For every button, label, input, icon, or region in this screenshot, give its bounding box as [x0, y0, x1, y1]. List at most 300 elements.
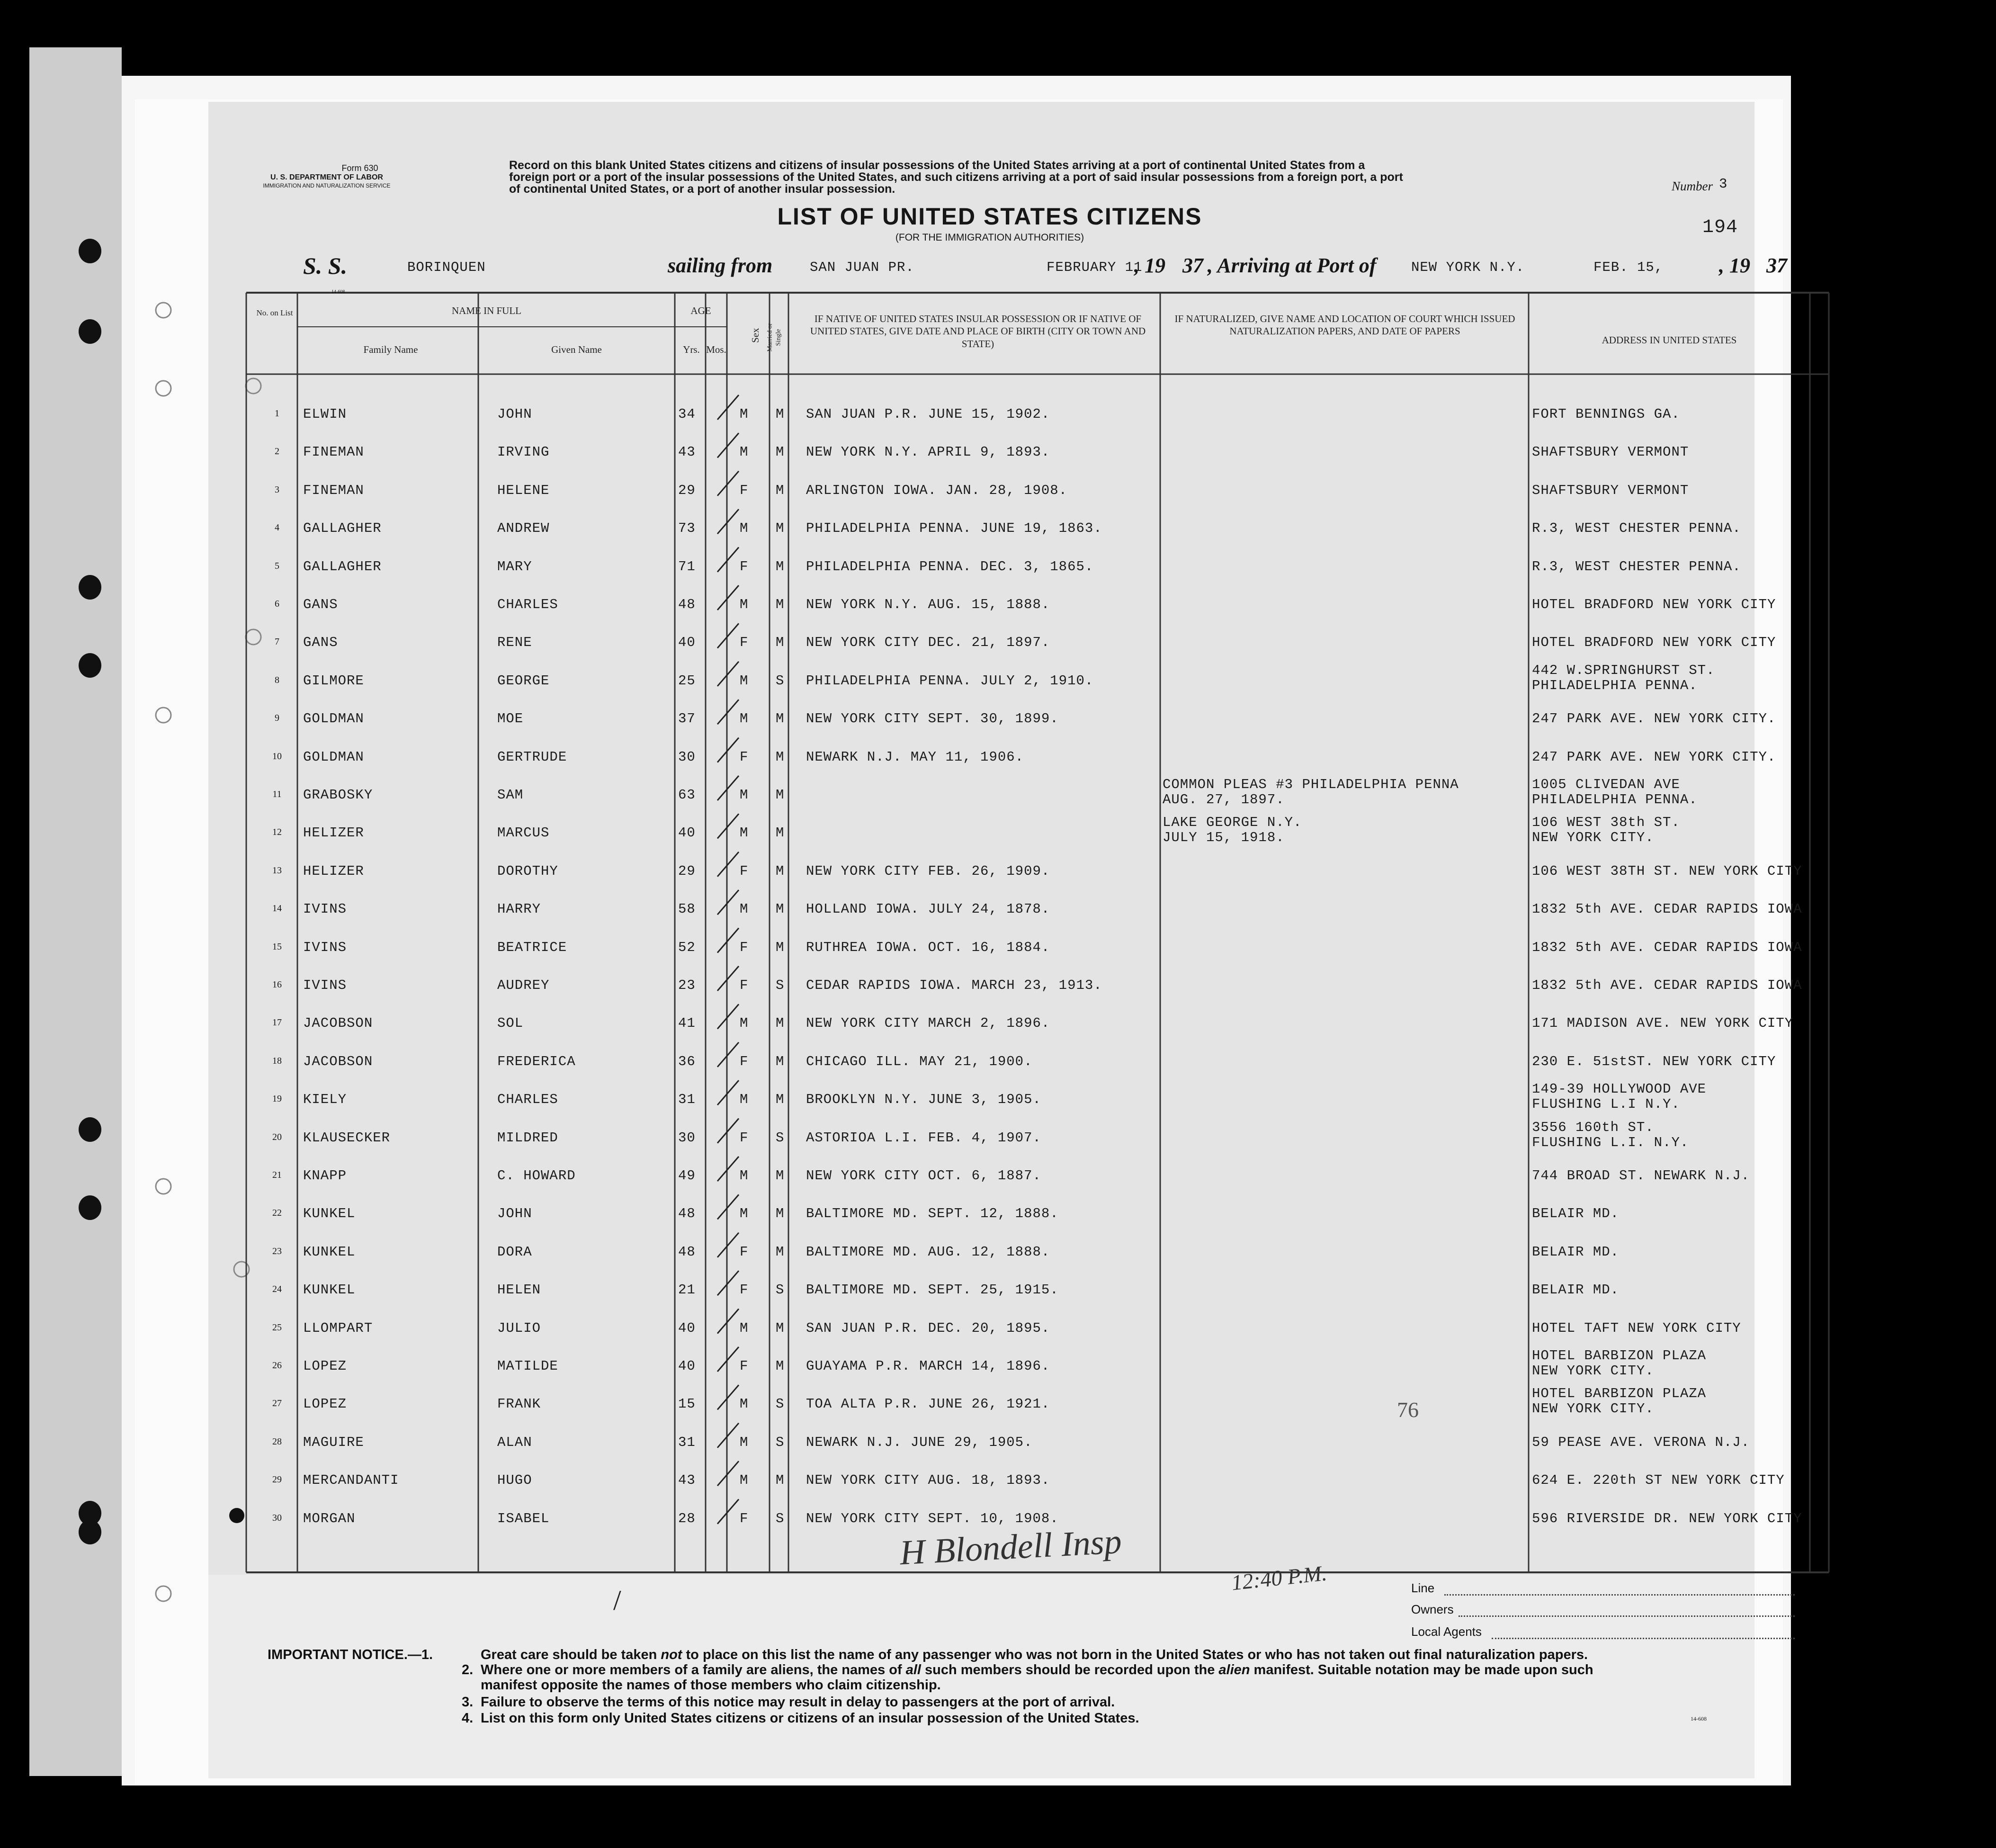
depart-year-prefix: , 19 [1134, 254, 1165, 277]
cell-yrs: 31 [678, 1434, 696, 1450]
col-no: No. on List [256, 308, 293, 317]
cell-sex: M [740, 711, 749, 727]
cell-family: GOLDMAN [303, 711, 364, 727]
col-birth: IF NATIVE OF UNITED STATES INSULAR POSSESSION OR IF NATIVE OF UNITED STATES, GIVE DATE AND PLACE OF BIRTH (CITY OR TOWN AND STATE) [810, 313, 1146, 350]
cell-family: ELWIN [303, 406, 347, 422]
row-number: 30 [272, 1512, 282, 1523]
cell-ms: M [776, 1168, 785, 1184]
cell-yrs: 40 [678, 1358, 696, 1374]
cell-ms: M [776, 711, 785, 727]
cell-family: LOPEZ [303, 1396, 347, 1412]
sailing-from-label: sailing from [668, 254, 773, 277]
cell-ms: M [776, 406, 785, 422]
cell-given: HELEN [497, 1282, 541, 1298]
cell-addr1: 442 W.SPRINGHURST ST. [1532, 662, 1715, 678]
cell-ms: M [776, 597, 785, 612]
row-number: 20 [272, 1131, 282, 1142]
owners-rule [1459, 1615, 1795, 1617]
notice-4: List on this form only United States citizens or citizens of an insular possession of the United States. [481, 1711, 1139, 1726]
intro-line-3: of continental United States, or a port of another insular possession. [509, 182, 895, 196]
line-rule [1444, 1594, 1795, 1596]
cell-given: DOROTHY [497, 863, 558, 879]
row-number: 13 [272, 865, 282, 876]
cell-nat1: COMMON PLEAS #3 PHILADELPHIA PENNA [1163, 777, 1459, 792]
cell-family: MORGAN [303, 1510, 356, 1526]
notice-2 [481, 1662, 1593, 1678]
row-number: 4 [275, 522, 279, 533]
ship-name: BORINQUEN [407, 260, 486, 275]
cell-addr1: 1832 5th AVE. CEDAR RAPIDS IOWA [1532, 978, 1802, 993]
cell-ms: S [776, 1510, 785, 1526]
cell-ms: M [776, 1053, 785, 1069]
cell-sex: F [740, 863, 749, 879]
notice-1-text-a: Great care should be taken [481, 1647, 661, 1662]
cell-given: ISABEL [497, 1510, 550, 1526]
cell-birth: ARLINGTON IOWA. JAN. 28, 1908. [806, 482, 1068, 498]
cell-family: KUNKEL [303, 1206, 356, 1222]
row-number: 28 [272, 1436, 282, 1447]
cell-ms: M [776, 635, 785, 651]
row-number: 5 [275, 560, 279, 571]
intro-line-2: foreign port or a port of the insular possessions of the United States, and such citizens arriving at a port of said insular possessions from a foreign port, a port [509, 170, 1403, 184]
col-age: AGE [690, 305, 711, 316]
cell-addr1: HOTEL BARBIZON PLAZA [1532, 1348, 1707, 1364]
cell-given: JOHN [497, 1206, 532, 1222]
cell-family: IVINS [303, 901, 347, 917]
cell-yrs: 28 [678, 1510, 696, 1526]
cell-sex: F [740, 482, 749, 498]
cell-family: GILMORE [303, 673, 364, 689]
cell-family: KNAPP [303, 1168, 347, 1184]
cell-addr1: R.3, WEST CHESTER PENNA. [1532, 520, 1741, 537]
cell-birth: NEW YORK CITY SEPT. 10, 1908. [806, 1510, 1059, 1526]
cell-addr1: 230 E. 51stST. NEW YORK CITY [1532, 1053, 1776, 1069]
notice-title: IMPORTANT NOTICE.—1. [268, 1647, 433, 1662]
cell-yrs: 71 [678, 558, 696, 574]
cell-ms: M [776, 1015, 785, 1032]
cell-addr1: 247 PARK AVE. NEW YORK CITY. [1532, 749, 1776, 765]
cell-yrs: 40 [678, 635, 696, 651]
cell-given: BEATRICE [497, 939, 567, 955]
cell-addr1: HOTEL BRADFORD NEW YORK CITY [1532, 597, 1776, 612]
cell-ms: S [776, 978, 785, 993]
cell-addr1: 247 PARK AVE. NEW YORK CITY. [1532, 711, 1776, 727]
cell-yrs: 36 [678, 1053, 696, 1069]
row-number: 17 [272, 1017, 282, 1028]
footer-print-code: 14-608 [1691, 1715, 1707, 1722]
cell-given: GEORGE [497, 673, 550, 689]
row-number: 11 [272, 789, 282, 799]
arrival-year: 37 [1766, 254, 1787, 277]
row-number: 2 [275, 446, 279, 457]
col-given-name: Given Name [551, 344, 602, 355]
cell-addr2: NEW YORK CITY. [1532, 1401, 1654, 1417]
col-address: ADDRESS IN UNITED STATES [1602, 334, 1737, 346]
cell-yrs: 30 [678, 749, 696, 765]
cell-ms: S [776, 1282, 785, 1298]
row-number: 15 [272, 941, 282, 952]
cell-family: GALLAGHER [303, 558, 382, 574]
col-yrs: Yrs. [683, 344, 700, 355]
cell-addr1: SHAFTSBURY VERMONT [1532, 482, 1689, 498]
cell-given: JULIO [497, 1320, 541, 1336]
cell-sex: M [740, 1472, 749, 1489]
cell-sex: M [740, 1206, 749, 1222]
cell-ms: M [776, 520, 785, 537]
cell-ms: M [776, 482, 785, 498]
service: IMMIGRATION AND NATURALIZATION SERVICE [263, 182, 391, 189]
cell-family: GOLDMAN [303, 749, 364, 765]
row-number: 22 [272, 1208, 282, 1219]
cell-yrs: 30 [678, 1130, 696, 1146]
cell-sex: F [740, 1053, 749, 1069]
row-number: 3 [275, 484, 279, 495]
col-sex: Sex [749, 328, 761, 343]
cell-ms: M [776, 939, 785, 955]
row-number: 16 [272, 979, 282, 990]
cell-addr1: 171 MADISON AVE. NEW YORK CITY [1532, 1015, 1794, 1032]
cell-ms: M [776, 749, 785, 765]
cell-ms: M [776, 787, 785, 803]
cell-given: CHARLES [497, 1092, 558, 1108]
cell-birth: NEW YORK N.Y. APRIL 9, 1893. [806, 444, 1050, 460]
row-number: 29 [272, 1474, 282, 1485]
number-label: Number [1672, 179, 1713, 193]
notice-2-alien: alien [1218, 1662, 1250, 1678]
cell-sex: F [740, 1510, 749, 1526]
cell-nat2: AUG. 27, 1897. [1163, 792, 1285, 807]
cell-birth: NEW YORK CITY MARCH 2, 1896. [806, 1015, 1050, 1032]
cell-addr1: 149-39 HOLLYWOOD AVE [1532, 1081, 1707, 1097]
notice-2-all: all [905, 1662, 921, 1678]
cell-birth: RUTHREA IOWA. OCT. 16, 1884. [806, 939, 1050, 955]
cell-addr1: FORT BENNINGS GA. [1532, 406, 1680, 422]
cell-addr1: HOTEL BARBIZON PLAZA [1532, 1386, 1707, 1402]
row-number: 8 [275, 674, 279, 685]
line-label: Line [1411, 1581, 1435, 1595]
cell-yrs: 73 [678, 520, 696, 537]
cell-birth: NEW YORK CITY SEPT. 30, 1899. [806, 711, 1059, 727]
cell-sex: M [740, 1320, 749, 1336]
cell-sex: F [740, 1282, 749, 1298]
cell-family: KIELY [303, 1092, 347, 1108]
row-number: 10 [272, 751, 282, 762]
cell-nat1: LAKE GEORGE N.Y. [1163, 815, 1302, 831]
cell-given: JOHN [497, 406, 532, 422]
cell-given: FREDERICA [497, 1053, 576, 1069]
cell-birth: PHILADELPHIA PENNA. JULY 2, 1910. [806, 673, 1094, 689]
notice-3: Failure to observe the terms of this notice may result in delay to passengers at the port of arrival. [481, 1695, 1115, 1710]
cell-yrs: 29 [678, 863, 696, 879]
cell-yrs: 48 [678, 597, 696, 612]
cell-addr1: 106 WEST 38TH ST. NEW YORK CITY [1532, 863, 1802, 879]
notice-1 [481, 1647, 1588, 1663]
local-agents-label: Local Agents [1411, 1624, 1482, 1639]
page-subtitle: (FOR THE IMMIGRATION AUTHORITIES) [895, 232, 1084, 243]
cell-birth: ASTORIOA L.I. FEB. 4, 1907. [806, 1130, 1041, 1146]
cell-sex: M [740, 1434, 749, 1450]
cell-addr1: 1832 5th AVE. CEDAR RAPIDS IOWA [1532, 901, 1802, 917]
cell-yrs: 43 [678, 444, 696, 460]
cell-sex: F [740, 939, 749, 955]
cell-addr1: R.3, WEST CHESTER PENNA. [1532, 558, 1741, 574]
cell-birth: SAN JUAN P.R. DEC. 20, 1895. [806, 1320, 1050, 1336]
cell-addr1: BELAIR MD. [1532, 1206, 1620, 1222]
cell-yrs: 58 [678, 901, 696, 917]
depart-year: 37 [1182, 254, 1203, 277]
cell-yrs: 29 [678, 482, 696, 498]
cell-sex: M [740, 597, 749, 612]
owners-label: Owners [1411, 1602, 1454, 1616]
row-number: 14 [272, 903, 282, 914]
cell-yrs: 37 [678, 711, 696, 727]
cell-given: RENE [497, 635, 532, 651]
col-name-in-full: NAME IN FULL [452, 305, 521, 316]
cell-ms: M [776, 1472, 785, 1489]
cell-given: GERTRUDE [497, 749, 567, 765]
cell-yrs: 40 [678, 1320, 696, 1336]
row-number: 19 [272, 1094, 282, 1104]
cell-birth: SAN JUAN P.R. JUNE 15, 1902. [806, 406, 1050, 422]
cell-sex: M [740, 825, 749, 841]
cell-given: HUGO [497, 1472, 532, 1489]
cell-sex: F [740, 978, 749, 993]
cell-sex: F [740, 749, 749, 765]
ss-label: S. S. [303, 252, 348, 279]
cell-addr1: 106 WEST 38th ST. [1532, 815, 1680, 831]
cell-addr1: 59 PEASE AVE. VERONA N.J. [1532, 1434, 1750, 1450]
cell-ms: M [776, 863, 785, 879]
cell-sex: F [740, 635, 749, 651]
cell-given: MARCUS [497, 825, 550, 841]
cell-given: IRVING [497, 444, 550, 460]
cell-family: FINEMAN [303, 444, 364, 460]
row-number: 6 [275, 599, 279, 609]
cell-addr1: 1005 CLIVEDAN AVE [1532, 777, 1680, 792]
cell-family: JACOBSON [303, 1053, 373, 1069]
cell-family: FINEMAN [303, 482, 364, 498]
col-mos: Mos. [706, 344, 726, 355]
cell-sex: M [740, 406, 749, 422]
cell-yrs: 48 [678, 1206, 696, 1222]
cell-given: DORA [497, 1244, 532, 1260]
row-number: 27 [272, 1398, 282, 1409]
row-number: 23 [272, 1246, 282, 1256]
row-number: 24 [272, 1284, 282, 1295]
cell-birth: GUAYAMA P.R. MARCH 14, 1896. [806, 1358, 1050, 1374]
cell-addr2: FLUSHING L.I N.Y. [1532, 1096, 1680, 1112]
row-number: 9 [275, 713, 279, 724]
cell-yrs: 49 [678, 1168, 696, 1184]
cell-family: GALLAGHER [303, 520, 382, 537]
department: U. S. DEPARTMENT OF LABOR [270, 173, 383, 181]
cell-yrs: 34 [678, 406, 696, 422]
row-number: 1 [275, 408, 279, 419]
cell-addr1: BELAIR MD. [1532, 1244, 1620, 1260]
cell-yrs: 41 [678, 1015, 696, 1032]
cell-sex: F [740, 1358, 749, 1374]
cell-family: LOPEZ [303, 1358, 347, 1374]
notice-1-text-b: to place on this list the name of any passenger who was not born in the United States or who has not taken out final naturalization papers. [682, 1647, 1588, 1662]
cell-addr2: PHILADELPHIA PENNA. [1532, 677, 1698, 693]
header-print-code: 14-608 [331, 289, 345, 295]
arrival-date: FEB. 15, [1593, 260, 1664, 275]
col-family-name: Family Name [363, 344, 418, 355]
cell-birth: NEW YORK CITY OCT. 6, 1887. [806, 1168, 1041, 1184]
cell-addr1: 744 BROAD ST. NEWARK N.J. [1532, 1168, 1750, 1184]
cell-addr1: 624 E. 220th ST NEW YORK CITY [1532, 1472, 1785, 1489]
sailing-from-value: SAN JUAN PR. [810, 260, 914, 275]
cell-addr1: SHAFTSBURY VERMONT [1532, 444, 1689, 460]
cell-given: MATILDE [497, 1358, 558, 1374]
notice-2-text-b: such members should be recorded upon the [921, 1662, 1219, 1678]
cell-family: GANS [303, 597, 338, 612]
cell-given: HELENE [497, 482, 550, 498]
notice-2-cont: manifest opposite the names of those members who claim citizenship. [481, 1678, 941, 1693]
cell-yrs: 31 [678, 1092, 696, 1108]
cell-family: MERCANDANTI [303, 1472, 399, 1489]
cell-family: HELIZER [303, 863, 364, 879]
cell-addr2: NEW YORK CITY. [1532, 830, 1654, 846]
cell-addr1: HOTEL TAFT NEW YORK CITY [1532, 1320, 1741, 1336]
cell-family: HELIZER [303, 825, 364, 841]
cell-family: KLAUSECKER [303, 1130, 391, 1146]
cell-given: MOE [497, 711, 524, 727]
cell-family: GRABOSKY [303, 787, 373, 803]
row-number: 26 [272, 1360, 282, 1371]
cell-ms: S [776, 1434, 785, 1450]
cell-yrs: 40 [678, 825, 696, 841]
col-naturalized: IF NATURALIZED, GIVE NAME AND LOCATION OF COURT WHICH ISSUED NATURALIZATION PAPERS, AND DATE OF PAPERS [1174, 313, 1515, 337]
cell-ms: S [776, 1130, 785, 1146]
row-number: 12 [272, 827, 282, 838]
notice-3-num: 3. [462, 1695, 474, 1710]
inspector-signature: H Blondell Insp [899, 1522, 1123, 1573]
cell-sex: M [740, 787, 749, 803]
cell-ms: M [776, 1206, 785, 1222]
col-married: Married or Single [766, 323, 782, 352]
cell-ms: S [776, 673, 785, 689]
cell-birth: CHICAGO ILL. MAY 21, 1900. [806, 1053, 1033, 1069]
cell-sex: M [740, 673, 749, 689]
arrival-port: NEW YORK N.Y. [1411, 260, 1525, 275]
form-id: Form 630 [341, 163, 378, 173]
cell-ms: M [776, 1358, 785, 1374]
cell-birth: NEW YORK CITY AUG. 18, 1893. [806, 1472, 1050, 1489]
notice-2-text-c: manifest. Suitable notation may be made upon such [1250, 1662, 1593, 1678]
cell-addr2: NEW YORK CITY. [1532, 1363, 1654, 1379]
cell-birth: NEWARK N.J. MAY 11, 1906. [806, 749, 1024, 765]
cell-birth: PHILADELPHIA PENNA. DEC. 3, 1865. [806, 558, 1094, 574]
cell-ms: M [776, 444, 785, 460]
cell-family: IVINS [303, 978, 347, 993]
cell-ms: M [776, 825, 785, 841]
tick-mark: / [613, 1585, 621, 1616]
cell-sex: M [740, 444, 749, 460]
cell-given: ALAN [497, 1434, 532, 1450]
row-number: 7 [275, 637, 279, 647]
cell-given: ANDREW [497, 520, 550, 537]
cell-birth: TOA ALTA P.R. JUNE 26, 1921. [806, 1396, 1050, 1412]
cell-sex: F [740, 1130, 749, 1146]
cell-birth: NEW YORK CITY DEC. 21, 1897. [806, 635, 1050, 651]
cell-yrs: 43 [678, 1472, 696, 1489]
cell-ms: M [776, 901, 785, 917]
cell-ms: S [776, 1396, 785, 1412]
signature-time: 12:40 P.M. [1230, 1561, 1328, 1595]
cell-given: FRANK [497, 1396, 541, 1412]
cell-given: C. HOWARD [497, 1168, 576, 1184]
cell-family: JACOBSON [303, 1015, 373, 1032]
row-number: 21 [272, 1170, 282, 1180]
arrival-year-prefix: , 19 [1719, 254, 1750, 277]
cell-given: SOL [497, 1015, 524, 1032]
cell-birth: BROOKLYN N.Y. JUNE 3, 1905. [806, 1092, 1041, 1108]
cell-yrs: 48 [678, 1244, 696, 1260]
cell-addr1: 1832 5th AVE. CEDAR RAPIDS IOWA [1532, 939, 1802, 955]
cell-yrs: 21 [678, 1282, 696, 1298]
cell-addr2: PHILADELPHIA PENNA. [1532, 792, 1698, 807]
cell-ms: M [776, 558, 785, 574]
cell-family: LLOMPART [303, 1320, 373, 1336]
notice-4-num: 4. [462, 1711, 474, 1726]
cell-birth: BALTIMORE MD. SEPT. 12, 1888. [806, 1206, 1059, 1222]
cell-yrs: 23 [678, 978, 696, 993]
cell-family: KUNKEL [303, 1282, 356, 1298]
cell-given: AUDREY [497, 978, 550, 993]
row-number: 25 [272, 1322, 282, 1333]
notice-1-not: not [661, 1647, 682, 1662]
cell-sex: F [740, 1244, 749, 1260]
cell-addr1: 596 RIVERSIDE DR. NEW YORK CITY [1532, 1510, 1802, 1526]
cell-given: SAM [497, 787, 524, 803]
intro-line-1: Record on this blank United States citizens and citizens of insular possessions of the United States arriving at a port of continental United States from a [509, 159, 1365, 172]
cell-addr1: HOTEL BRADFORD NEW YORK CITY [1532, 635, 1776, 651]
notice-2-text-a: Where one or more members of a family are aliens, the names of [481, 1662, 906, 1678]
cell-yrs: 25 [678, 673, 696, 689]
cell-ms: M [776, 1320, 785, 1336]
cell-addr2: FLUSHING L.I. N.Y. [1532, 1134, 1689, 1150]
cell-yrs: 52 [678, 939, 696, 955]
arriving-label: , Arriving at Port of [1208, 254, 1377, 277]
cell-given: CHARLES [497, 597, 558, 612]
pencil-number: 76 [1397, 1398, 1419, 1422]
cell-birth: HOLLAND IOWA. JULY 24, 1878. [806, 901, 1050, 917]
cell-family: IVINS [303, 939, 347, 955]
page-number: 194 [1702, 217, 1738, 238]
cell-birth: CEDAR RAPIDS IOWA. MARCH 23, 1913. [806, 978, 1102, 993]
cell-sex: M [740, 901, 749, 917]
cell-birth: BALTIMORE MD. SEPT. 25, 1915. [806, 1282, 1059, 1298]
cell-family: KUNKEL [303, 1244, 356, 1260]
cell-yrs: 15 [678, 1396, 696, 1412]
cell-sex: M [740, 1015, 749, 1032]
cell-sex: M [740, 1396, 749, 1412]
row-number: 18 [272, 1055, 282, 1066]
notice-2-num: 2. [462, 1662, 474, 1678]
cell-birth: PHILADELPHIA PENNA. JUNE 19, 1863. [806, 520, 1102, 537]
cell-ms: M [776, 1244, 785, 1260]
cell-sex: M [740, 520, 749, 537]
cell-ms: M [776, 1092, 785, 1108]
cell-birth: BALTIMORE MD. AUG. 12, 1888. [806, 1244, 1050, 1260]
cell-birth: NEW YORK N.Y. AUG. 15, 1888. [806, 597, 1050, 612]
cell-family: MAGUIRE [303, 1434, 364, 1450]
cell-sex: M [740, 1168, 749, 1184]
cell-given: MARY [497, 558, 532, 574]
cell-family: GANS [303, 635, 338, 651]
number-value: 3 [1719, 176, 1728, 192]
